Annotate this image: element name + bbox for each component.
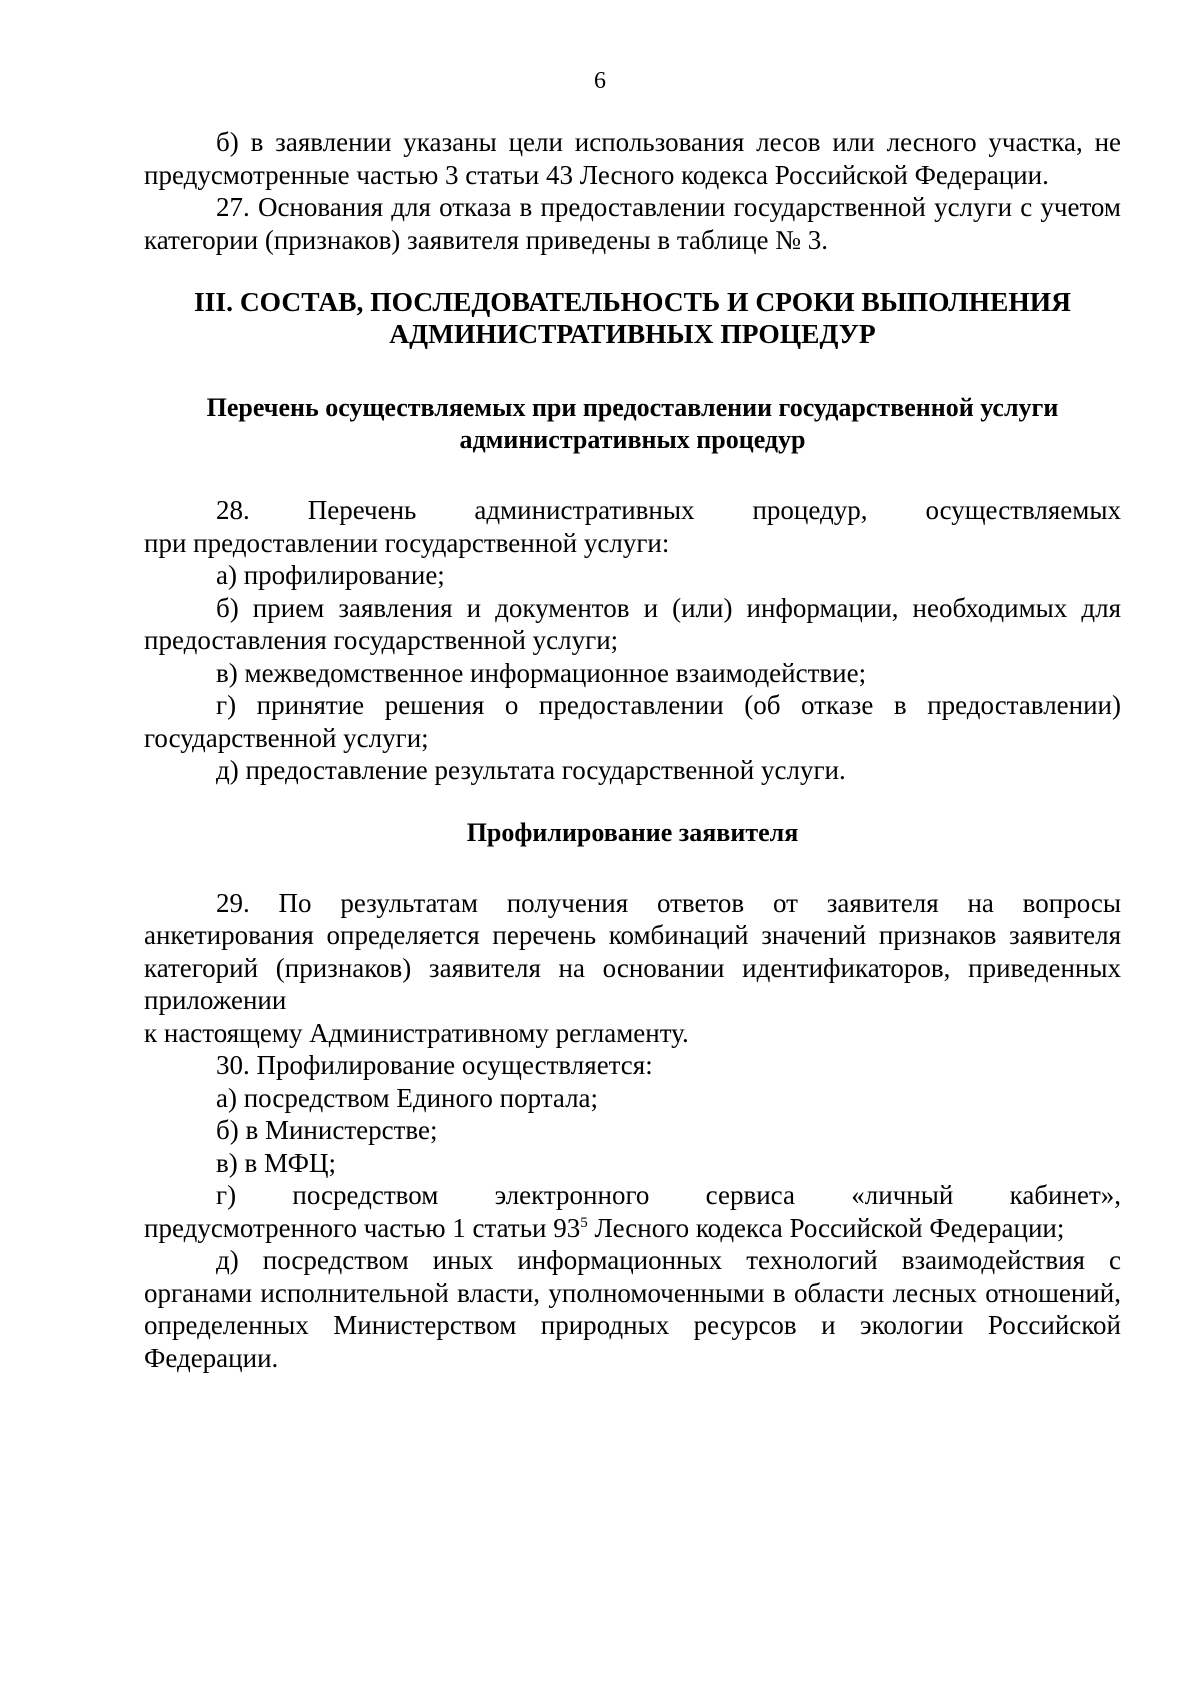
paragraph-29: [144, 887, 1121, 1050]
paragraph-28-line-1: 28. Перечень административных процедур, осуществляемых: [216, 495, 1121, 525]
list-item-a: а) профилирование;: [216, 560, 445, 590]
section-heading-line-1: III. СОСТАВ, ПОСЛЕДОВАТЕЛЬНОСТЬ И СРОКИ ВЫПОЛНЕНИЯ: [193, 286, 1072, 317]
profiling-item-g-text: предусмотренного частью 1 статьи 93: [144, 1212, 581, 1243]
profiling-item-d: д) посредством иных информационных технологий взаимодействия с органами исполнительной власти, уполномоченными в области лесных отношений, определенных Министерством природных ресурсов и экологии Российской Федерации.: [144, 1245, 1121, 1373]
subheading-procedures-list: [144, 392, 1121, 456]
paragraph-26b: б) в заявлении указаны цели использования лесов или лесного участка, не предусмотренные частью 3 статьи 43 Лесного кодекса Российской Федерации.: [144, 127, 1121, 190]
list-item-g: г) принятие решения о предоставлении (об отказе в предоставлении) государственной услуги;: [144, 690, 1121, 753]
profiling-item-a: а) посредством Единого портала;: [216, 1082, 599, 1113]
paragraph-30: 30. Профилирование осуществляется:: [216, 1050, 653, 1080]
list-item-v: в) межведомственное информационное взаимодействие;: [216, 657, 867, 688]
article-superscript: 5: [580, 1214, 588, 1231]
paragraph-28: [144, 494, 1121, 559]
paragraph-28-line-2: при предоставлении государственной услуги:: [144, 527, 670, 558]
page-number: 6: [594, 68, 606, 94]
subheading-profiling: Профилирование заявителя: [466, 817, 799, 847]
profiling-item-g-line-2: [144, 1212, 1121, 1245]
profiling-item-b: б) в Министерстве;: [216, 1115, 438, 1145]
subheading-procedures-line-2: административных процедур: [459, 425, 806, 454]
profiling-item-g-text-end: Лесного кодекса Российской Федерации;: [587, 1212, 1065, 1243]
profiling-item-v: в) в МФЦ;: [216, 1147, 336, 1178]
list-item-b: б) прием заявления и документов и (или) информации, необходимых для предоставления государственной услуги;: [144, 592, 1121, 655]
profiling-item-g-line-1: г) посредством электронного сервиса «личный кабинет»,: [216, 1180, 1121, 1210]
paragraph-29-tail: к настоящему Административному регламенту.: [144, 1017, 689, 1048]
section-heading: [144, 286, 1121, 350]
section-heading-line-2: АДМИНИСТРАТИВНЫХ ПРОЦЕДУР: [389, 318, 876, 349]
list-item-d: д) предоставление результата государственной услуги.: [216, 755, 846, 785]
page-content: [144, 126, 1121, 1374]
paragraph-27: 27. Основания для отказа в предоставлении государственной услуги с учетом категории (признаков) заявителя приведены в таблице № 3.: [144, 192, 1121, 255]
subheading-procedures-line-1: Перечень осуществляемых при предоставлении государственной услуги: [206, 393, 1059, 422]
paragraph-29-main: 29. По результатам получения ответов от заявителя на вопросы анкетирования определяется перечень комбинаций значений признаков заявителя категорий (признаков) заявителя на основании идентификаторов, приведенных приложении: [144, 887, 1121, 1015]
